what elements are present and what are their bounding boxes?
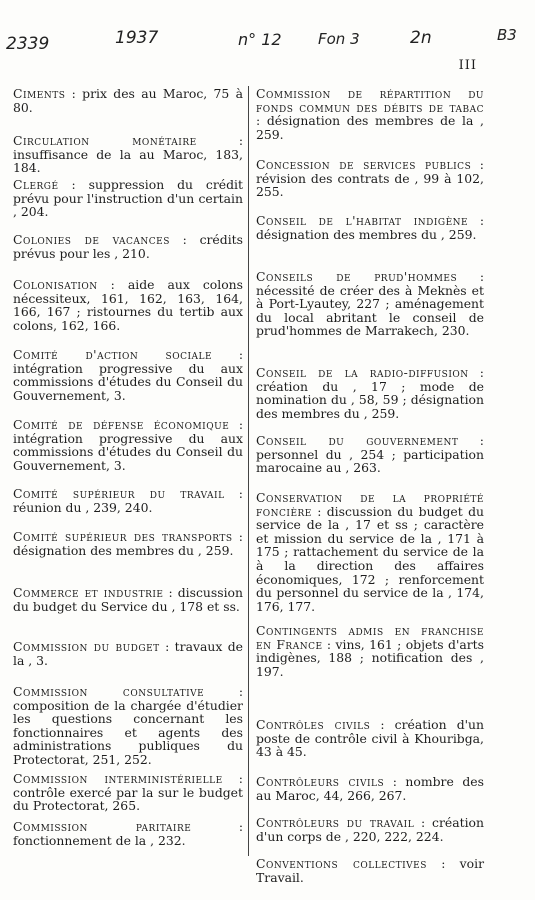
entry-heading: Conseil de l'habitat indigène [256,213,469,228]
entry-text: : création d'un poste de contrôle civil à Khouribga, 43 à 45. [256,717,484,760]
handwritten-note-fond: Fon 3 [318,30,360,48]
entry-text: : contrôle exercé par la sur le budget du Protectorat, 265. [13,771,243,814]
handwritten-note-year: 1937 [115,28,159,48]
index-entry [256,214,484,241]
entry-heading: Conseil de la radio-diffusion [256,365,469,380]
entry-text: : voir Travail. [256,856,484,885]
entry-text: : désignation des membres de la , 259. [256,113,484,142]
entry-heading: Contingents admis en franchise en France [256,623,484,652]
index-entry [13,820,243,847]
index-entry [13,233,243,260]
entry-text: : révision des contrats de , 99 à 102, 255. [256,157,484,200]
index-entry [13,278,243,332]
entry-text: : travaux de la , 3. [13,639,243,668]
entry-text: : discussion du budget du Service du , 178 et ss. [13,585,243,614]
index-entry [256,624,484,678]
handwritten-note-mark: 2n [410,28,432,48]
entry-heading: Comité de défense économique [13,417,230,432]
index-entry [13,640,243,667]
entry-text: : aide aux colons nécessiteux, 161, 162, 163, 164, 166, 167 ; ristournes du tertib aux colons, 162, 166. [13,277,243,333]
entry-heading: Conventions collectives [256,856,427,871]
entry-heading: Conseil du gouvernement [256,433,459,448]
index-entry [256,775,484,802]
entry-heading: Commerce et industrie [13,585,164,600]
page-number: III [458,58,477,73]
entry-text: : désignation des membres du , 259. [13,529,243,558]
entry-text: : nombre des au Maroc, 44, 266, 267. [256,774,484,803]
index-entry [13,487,243,514]
index-entry [13,134,243,175]
index-entry [13,685,243,767]
entry-text: : fonctionnement de la , 232. [13,819,243,848]
entry-heading: Comité supérieur du travail [13,486,225,501]
entry-heading: Colonies de vacances [13,232,170,247]
entry-heading: Conservation de la propriété foncière [256,490,484,519]
index-entry [256,491,484,613]
entry-text: : personnel du , 254 ; participation marocaine au , 263. [256,433,484,476]
entry-heading: Conseils de prud'hommes [256,269,458,284]
entry-heading: Comité supérieur des transports [13,529,233,544]
index-entry [13,530,243,557]
index-entry [256,87,484,141]
entry-heading: Concession de services publics [256,157,472,172]
entry-text: : intégration progressive du aux commissions d'études du Conseil du Gouvernement, 3. [13,347,243,403]
entry-heading: Comité d'action sociale [13,347,213,362]
index-entry [256,158,484,199]
index-entry [256,857,484,884]
entry-text: : discussion du budget du service de la , 17 et ss ; caractère et mission du service de la , 171 à 175 ; rattachement du service de la à la direction des affaires économiques, 172 ; renforcement du personnel du service de la , 174, 176, 177. [256,503,484,614]
index-entry [256,816,484,843]
entry-heading: Commission consultative [13,684,205,699]
index-entry [13,348,243,402]
index-entry [13,87,243,114]
entry-text: : intégration progressive du aux commissions d'études du Conseil du Gouvernement, 3. [13,417,243,473]
entry-text: : suppression du crédit prévu pour l'instruction d'un certain , 204. [13,177,243,220]
entry-text: : insuffisance de la au Maroc, 183, 184. [13,133,243,176]
index-entry [13,178,243,219]
entry-heading: Circulation monétaire [13,133,197,148]
column-divider [248,86,249,856]
entry-heading: Commission paritaire [13,819,192,834]
entry-text: : composition de la chargée d'étudier les questions concernant les fonctionnaires et agents des administrations publiques du Protectorat, 251, 252. [13,684,243,767]
entry-heading: Contrôles civils [256,717,371,732]
entry-heading: Clergé [13,177,59,192]
index-entry [13,772,243,813]
index-entry [13,586,243,613]
entry-text: : prix des au Maroc, 75 à 80. [13,86,243,115]
index-entry [256,434,484,475]
entry-text: : création d'un corps de , 220, 222, 224. [256,815,484,844]
entry-heading: Colonisation [13,277,98,292]
entry-heading: Commission de répartition du fonds commun des débits de tabac [256,86,484,115]
index-entry [256,270,484,338]
entry-heading: Ciments [13,86,66,101]
entry-heading: Commission du budget [13,639,160,654]
entry-text: : crédits prévus pour les , 210. [13,232,243,261]
index-entry [256,366,484,420]
handwritten-note-code: B3 [497,26,517,44]
index-entry [256,718,484,759]
index-entry [13,418,243,472]
entry-heading: Contrôleurs du travail [256,815,415,830]
entry-heading: Contrôleurs civils [256,774,385,789]
entry-text: : réunion du , 239, 240. [13,486,243,515]
handwritten-note-issue: n° 12 [238,30,282,49]
entry-heading: Commission interministérielle [13,771,223,786]
entry-text: : nécessité de créer des à Meknès et à Port-Lyautey, 227 ; aménagement du local abritant le conseil de prud'hommes de Marrakech, 230. [256,269,484,339]
entry-text: : vins, 161 ; objets d'arts indigènes, 188 ; notification des , 197. [256,636,484,679]
entry-text: : création du , 17 ; mode de nomination du , 58, 59 ; désignation des membres du , 259. [256,365,484,421]
handwritten-note-number: 2339 [6,34,50,54]
entry-text: : désignation des membres du , 259. [256,213,484,242]
